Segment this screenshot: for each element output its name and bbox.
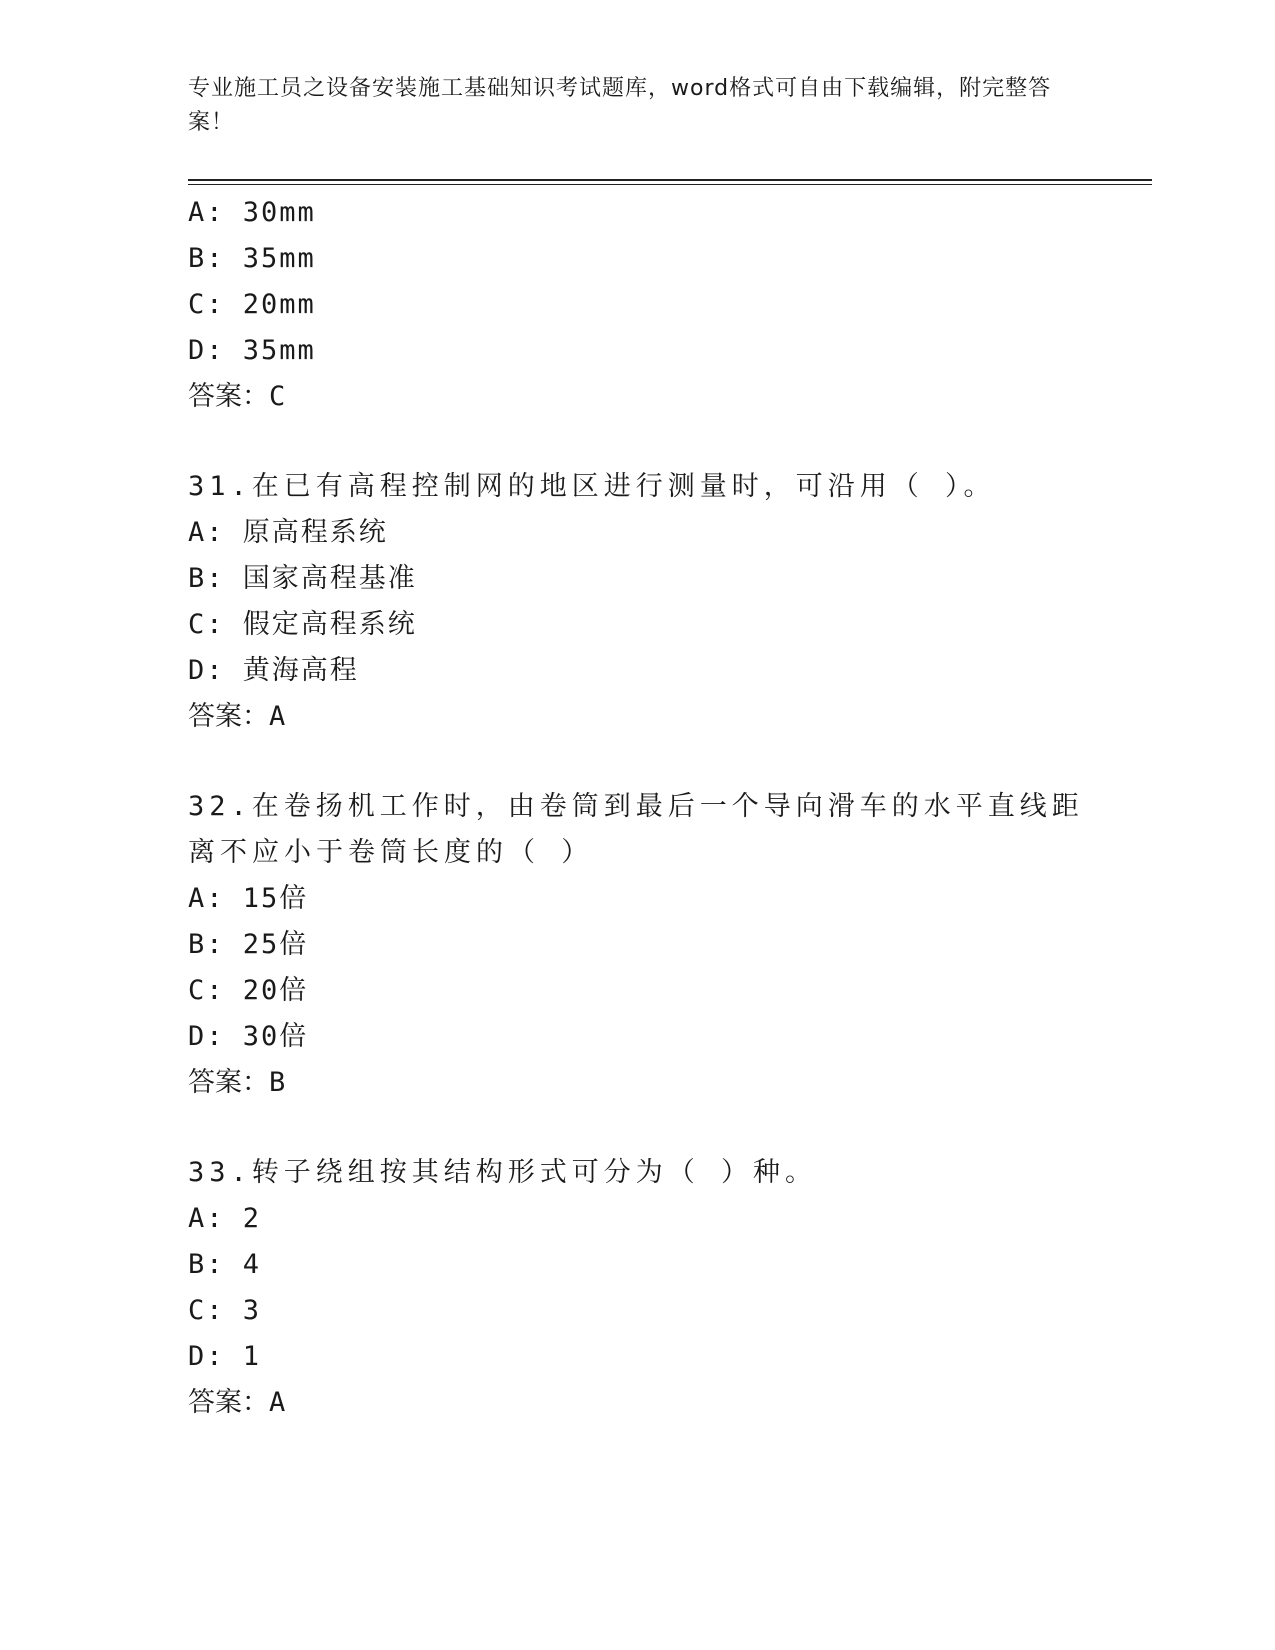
- option-b: B: 25倍: [188, 929, 309, 960]
- question-block: [188, 464, 1088, 740]
- answer-value: C: [269, 381, 286, 412]
- question-block: [188, 190, 1088, 420]
- question-text: 33.转子绕组按其结构形式可分为（ ）种。: [188, 1157, 818, 1188]
- option-c: C: 假定高程系统: [188, 609, 417, 640]
- answer-label: 答案：: [188, 381, 269, 412]
- answer-label: 答案：: [188, 701, 269, 732]
- option-d: D: 30倍: [188, 1021, 309, 1052]
- option-b: B: 35mm: [188, 243, 316, 274]
- option-a: A: 原高程系统: [188, 517, 388, 548]
- option-d: D: 1: [188, 1341, 262, 1372]
- question-text: 31.在已有高程控制网的地区进行测量时，可沿用（ ）。: [188, 471, 996, 502]
- question-block: [188, 1150, 1088, 1426]
- question-list: [188, 190, 1088, 1426]
- option-d: D: 35mm: [188, 335, 316, 366]
- option-c: C: 3: [188, 1295, 262, 1326]
- question-block: [188, 784, 1088, 1106]
- option-a: A: 30mm: [188, 197, 316, 228]
- option-a: A: 2: [188, 1203, 262, 1234]
- option-c: C: 20倍: [188, 975, 309, 1006]
- option-c: C: 20mm: [188, 289, 316, 320]
- answer-value: B: [269, 1067, 286, 1098]
- answer: [188, 374, 1088, 420]
- option-b: B: 4: [188, 1249, 262, 1280]
- answer: [188, 694, 1088, 740]
- answer-label: 答案：: [188, 1067, 269, 1098]
- answer-value: A: [269, 701, 286, 732]
- answer: [188, 1060, 1088, 1106]
- question-text: 32.在卷扬机工作时，由卷筒到最后一个导向滑车的水平直线距离不应小于卷筒长度的（ ）: [188, 791, 1084, 868]
- header-divider-thick: [188, 179, 1152, 181]
- option-d: D: 黄海高程: [188, 655, 359, 686]
- option-b: B: 国家高程基准: [188, 563, 417, 594]
- page-header: 专业施工员之设备安装施工基础知识考试题库，word格式可自由下载编辑，附完整答案！: [188, 76, 1052, 135]
- answer-value: A: [269, 1387, 286, 1418]
- option-a: A: 15倍: [188, 883, 309, 914]
- answer: [188, 1380, 1088, 1426]
- header-divider-thin: [188, 184, 1152, 185]
- answer-label: 答案：: [188, 1387, 269, 1418]
